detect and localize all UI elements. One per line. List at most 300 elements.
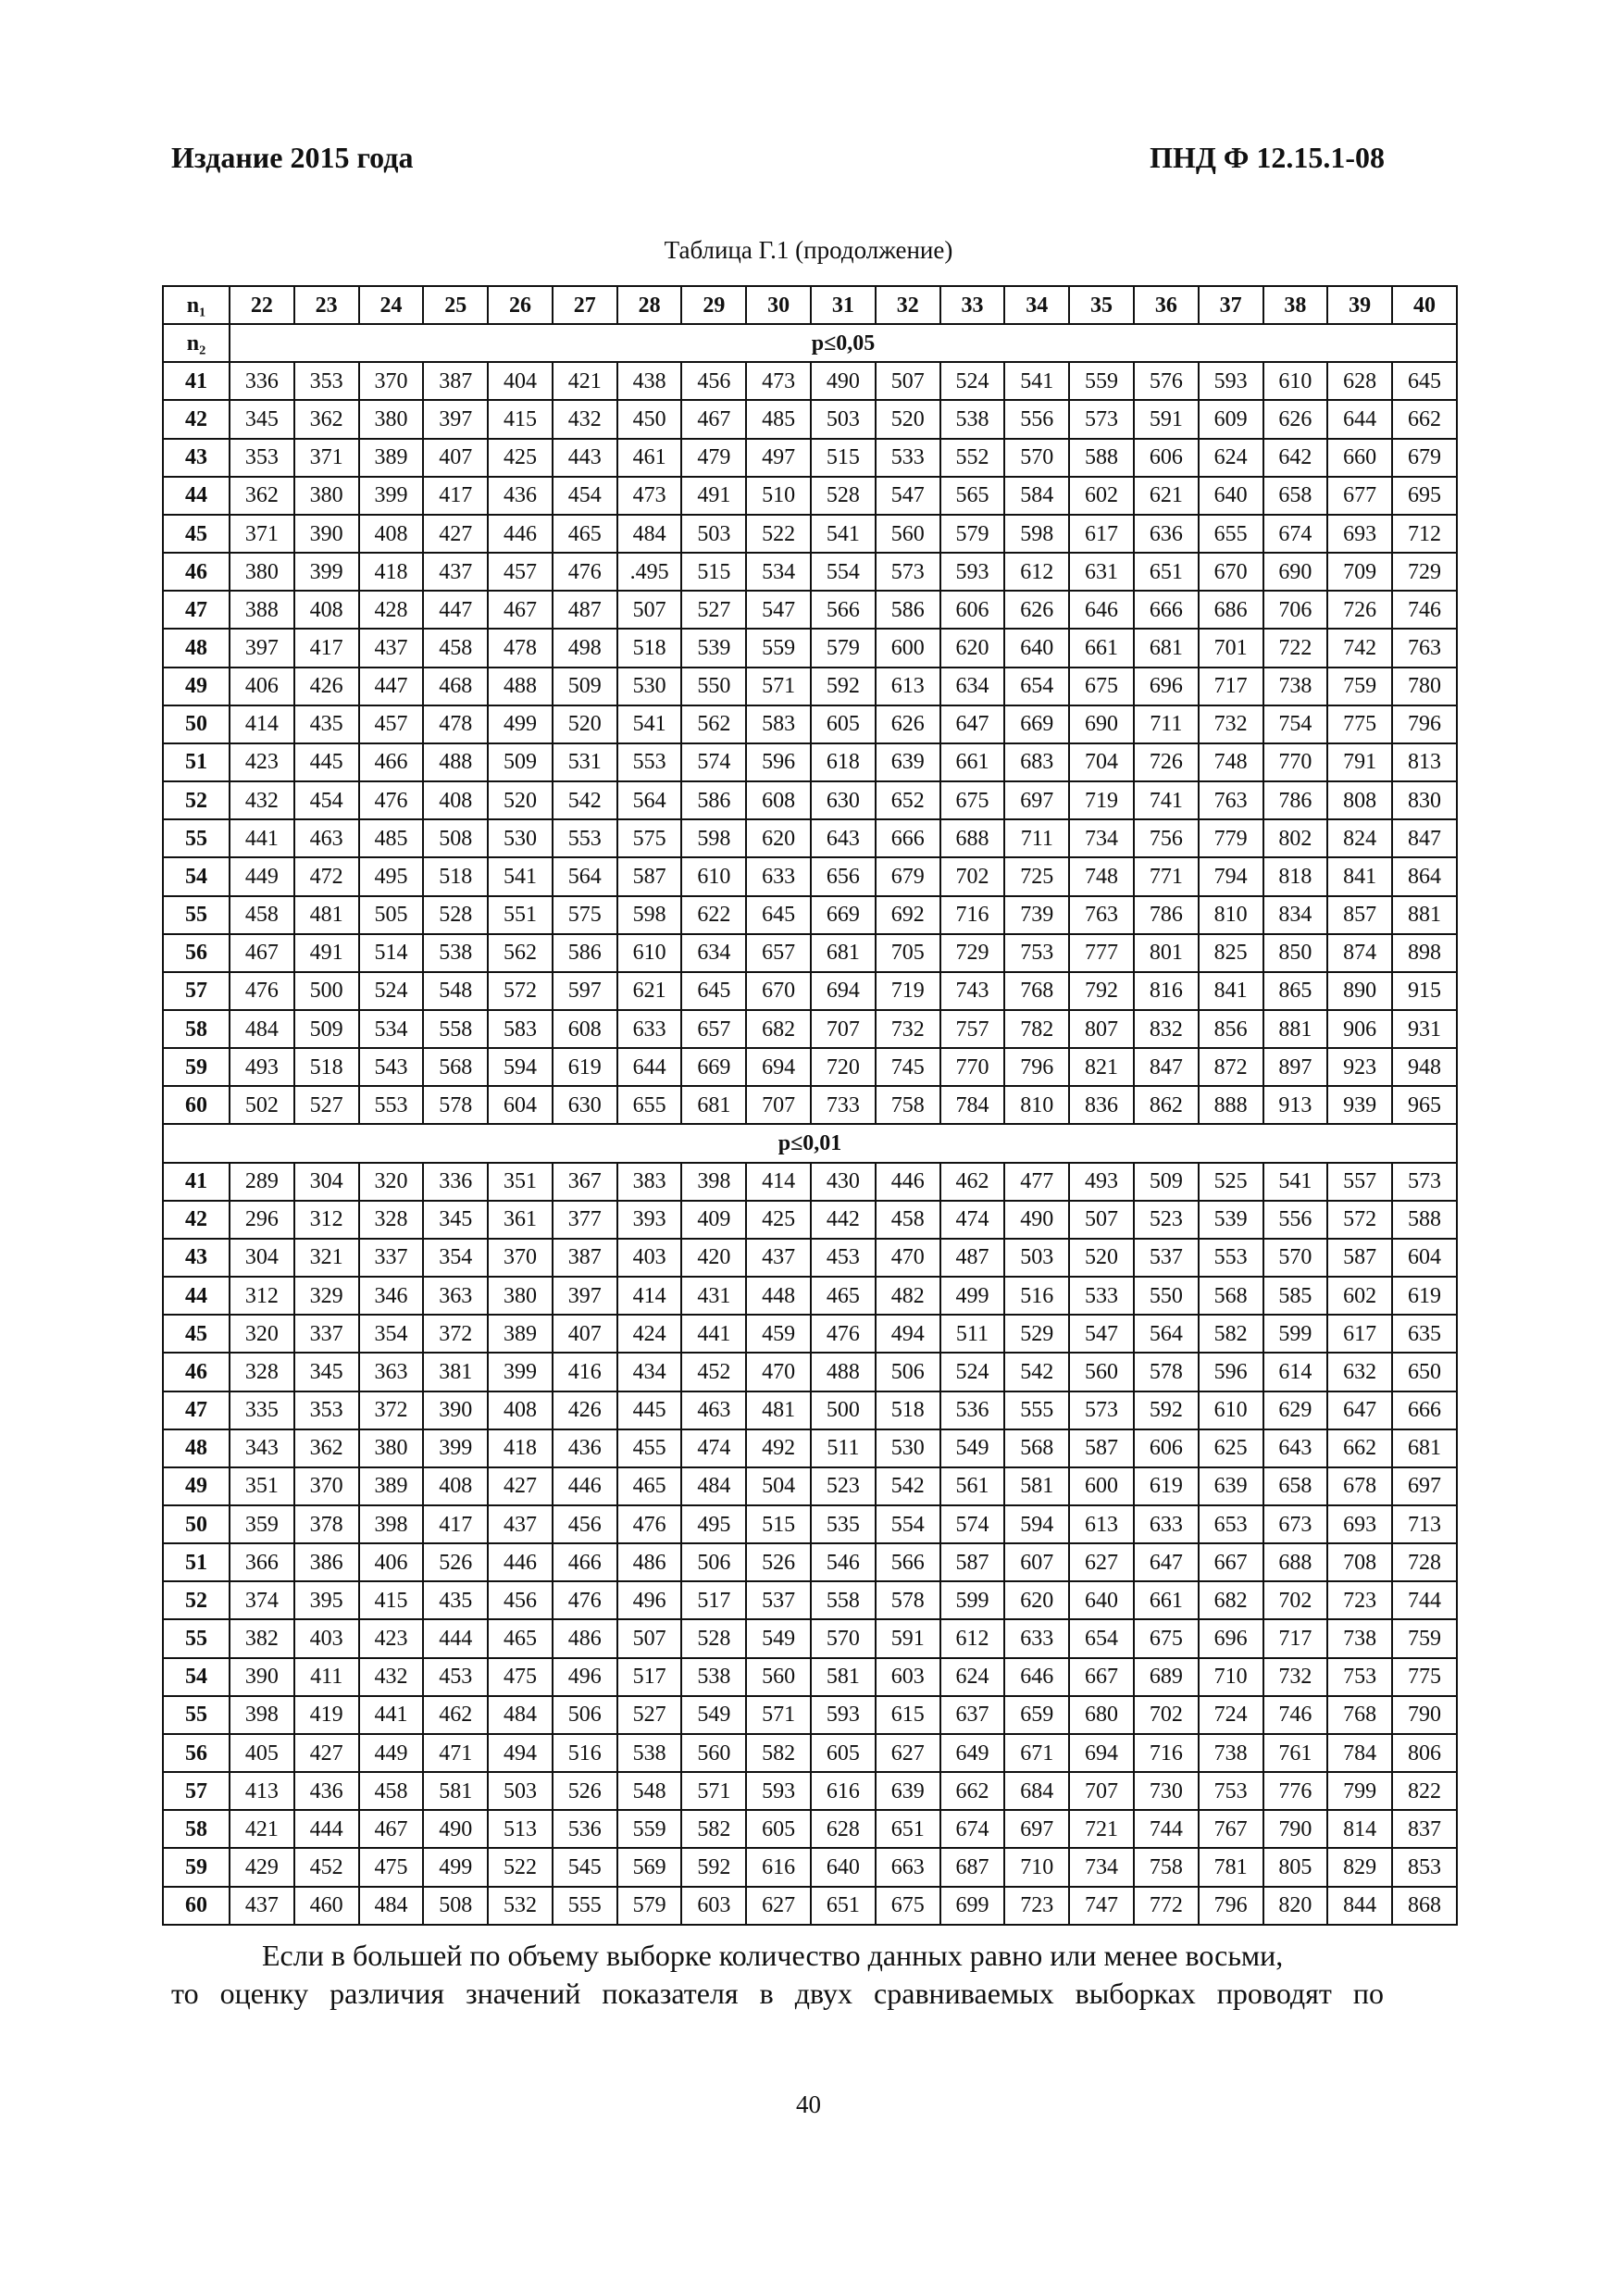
n2-value: 42 [163,400,230,438]
table-cell: 514 [359,934,424,972]
page-number: 40 [796,2090,821,2118]
table-cell: 767 [1199,1810,1263,1848]
table-cell: 494 [876,1315,940,1353]
table-cell: 380 [359,400,424,438]
table-row [163,1658,1457,1696]
table-cell: 458 [876,1201,940,1239]
table-cell: 753 [1327,1658,1392,1696]
table-cell: 574 [940,1505,1005,1543]
table-cell: 600 [876,629,940,667]
table-cell: 786 [1263,781,1328,819]
table-cell: 709 [1327,553,1392,591]
column-header: 33 [940,286,1005,324]
table-cell: 408 [359,515,424,553]
table-cell: 518 [294,1048,359,1086]
table-cell: 463 [294,819,359,857]
table-cell: 682 [1199,1581,1263,1619]
table-cell: 646 [1004,1658,1069,1696]
table-cell: 586 [553,934,617,972]
table-cell: 499 [940,1277,1005,1315]
table-cell: 738 [1263,668,1328,705]
table-row [163,1353,1457,1391]
table-cell: 681 [1392,1429,1457,1467]
table-cell: 639 [876,743,940,781]
table-cell: 612 [1004,553,1069,591]
table-cell: 618 [811,743,876,781]
table-row [163,1277,1457,1315]
table-caption: Таблица Г.1 (продолжение) [664,236,953,264]
table-cell: 397 [230,629,294,667]
table-cell: 721 [1069,1810,1134,1848]
table-cell: 528 [811,477,876,515]
table-cell: 459 [746,1315,811,1353]
table-cell: 781 [1199,1848,1263,1886]
table-cell: 693 [1327,1505,1392,1543]
table-row [163,553,1457,591]
table-cell: 408 [488,1391,553,1429]
table-cell: 602 [1069,477,1134,515]
n2-value: 41 [163,1163,230,1201]
table-cell: 746 [1392,591,1457,629]
table-cell: 619 [1134,1467,1199,1505]
table-cell: 435 [294,705,359,743]
table-cell: 634 [681,934,746,972]
table-cell: 633 [1004,1619,1069,1657]
table-cell: 406 [230,668,294,705]
table-cell: 606 [940,591,1005,629]
table-cell: 753 [1004,934,1069,972]
table-cell: 506 [681,1543,746,1581]
table-cell: 786 [1134,896,1199,934]
column-header: 29 [681,286,746,324]
table-cell: 458 [359,1772,424,1810]
table-cell: 478 [488,629,553,667]
table-cell: 456 [553,1505,617,1543]
table-cell: 881 [1263,1010,1328,1048]
table-cell: 374 [230,1581,294,1619]
table-cell: 390 [423,1391,488,1429]
table-cell: 484 [617,515,682,553]
table-cell: 710 [1004,1848,1069,1886]
table-cell: 688 [1263,1543,1328,1581]
table-cell: 312 [294,1201,359,1239]
n2-value: 48 [163,1429,230,1467]
n2-value: 58 [163,1810,230,1848]
table-cell: 520 [876,400,940,438]
table-row [163,934,1457,972]
table-cell: 351 [230,1467,294,1505]
table-cell: 717 [1263,1619,1328,1657]
table-cell: 345 [294,1353,359,1391]
table-cell: 633 [1134,1505,1199,1543]
table-cell: 761 [1263,1734,1328,1772]
table-row [163,1772,1457,1810]
table-cell: 426 [294,668,359,705]
table-cell: 620 [940,629,1005,667]
n2-value: 51 [163,1543,230,1581]
table-cell: 759 [1327,668,1392,705]
table-cell: 436 [294,1772,359,1810]
table-cell: 581 [1004,1467,1069,1505]
table-row [163,1201,1457,1239]
table-cell: 748 [1199,743,1263,781]
column-header: 24 [359,286,424,324]
table-cell: 404 [488,362,553,400]
table-cell: 449 [359,1734,424,1772]
table-cell: 640 [1004,629,1069,667]
table-cell: 445 [294,743,359,781]
table-cell: 377 [553,1201,617,1239]
table-cell: 923 [1327,1048,1392,1086]
table-cell: 482 [876,1277,940,1315]
table-cell: 389 [359,439,424,477]
table-cell: 474 [940,1201,1005,1239]
table-cell: 523 [1134,1201,1199,1239]
table-cell: 495 [359,857,424,895]
table-cell: 647 [1134,1543,1199,1581]
table-cell: 569 [617,1848,682,1886]
table-cell: 477 [1004,1163,1069,1201]
table-cell: 558 [423,1010,488,1048]
table-cell: 436 [553,1429,617,1467]
table-cell: 782 [1004,1010,1069,1048]
table-cell: 626 [1004,591,1069,629]
table-cell: 730 [1134,1772,1199,1810]
table-cell: 726 [1327,591,1392,629]
table-cell: 524 [940,362,1005,400]
table-cell: 466 [359,743,424,781]
table-cell: 738 [1327,1619,1392,1657]
table-cell: 488 [488,668,553,705]
table-cell: 558 [811,1581,876,1619]
table-cell: 491 [294,934,359,972]
table-cell: 437 [488,1505,553,1543]
table-cell: 713 [1392,1505,1457,1543]
table-cell: 729 [1392,553,1457,591]
table-cell: 438 [617,362,682,400]
table-cell: 683 [1004,743,1069,781]
column-header: 37 [1199,286,1263,324]
table-cell: 456 [681,362,746,400]
table-cell: 549 [940,1429,1005,1467]
table-cell: 390 [230,1658,294,1696]
table-cell: 841 [1199,972,1263,1010]
table-cell: 699 [940,1887,1005,1925]
table-cell: 418 [488,1429,553,1467]
table-cell: 696 [1199,1619,1263,1657]
table-row [163,705,1457,743]
table-row [163,629,1457,667]
table-cell: 490 [811,362,876,400]
table-cell: 566 [811,591,876,629]
table-row [163,1315,1457,1353]
table-cell: 624 [940,1658,1005,1696]
table-cell: 485 [746,400,811,438]
table-cell: 542 [1004,1353,1069,1391]
table-cell: 528 [423,896,488,934]
table-cell: 508 [423,1887,488,1925]
table-body [163,286,1457,1925]
n2-value: 44 [163,1277,230,1315]
table-cell: 802 [1263,819,1328,857]
table-cell: 553 [553,819,617,857]
table-cell: 574 [681,743,746,781]
table-row [163,515,1457,553]
table-cell: 599 [1263,1315,1328,1353]
table-cell: 437 [746,1239,811,1277]
table-cell: 484 [488,1696,553,1734]
table-cell: 850 [1263,934,1328,972]
table-cell: 418 [359,553,424,591]
table-cell: 488 [423,743,488,781]
table-cell: 460 [294,1887,359,1925]
table-cell: 484 [359,1887,424,1925]
table-cell: 387 [423,362,488,400]
table-cell: 491 [681,477,746,515]
table-cell: 794 [1199,857,1263,895]
table-cell: 758 [1134,1848,1199,1886]
table-cell: 399 [294,553,359,591]
table-cell: 542 [553,781,617,819]
table-cell: 697 [1004,1810,1069,1848]
table-cell: 467 [230,934,294,972]
table-cell: 571 [746,1696,811,1734]
table-cell: 847 [1392,819,1457,857]
table-cell: 841 [1327,857,1392,895]
table-cell: 550 [681,668,746,705]
table-row [163,1810,1457,1848]
paragraph-line-2: то оценку различия значений показателя в двух сравниваемых выборках проводят по [171,1977,1384,2010]
table-row [163,477,1457,515]
table-cell: 345 [423,1201,488,1239]
table-cell: 806 [1392,1734,1457,1772]
table-cell: 621 [1134,477,1199,515]
table-cell: 666 [1392,1391,1457,1429]
table-cell: 647 [940,705,1005,743]
table-cell: 583 [746,705,811,743]
table-cell: 906 [1327,1010,1392,1048]
table-cell: 526 [553,1772,617,1810]
table-cell: 768 [1004,972,1069,1010]
table-cell: 518 [876,1391,940,1429]
table-cell: 568 [423,1048,488,1086]
table-cell: 414 [617,1277,682,1315]
table-cell: 416 [553,1353,617,1391]
table-cell: 606 [1134,439,1199,477]
table-cell: 370 [294,1467,359,1505]
table-cell: 503 [811,400,876,438]
table-cell: 742 [1327,629,1392,667]
table-cell: 628 [811,1810,876,1848]
table-cell: 657 [746,934,811,972]
table-cell: 417 [294,629,359,667]
table-cell: 486 [553,1619,617,1657]
table-cell: 847 [1134,1048,1199,1086]
table-cell: 441 [230,819,294,857]
table-cell: 822 [1392,1772,1457,1810]
table-cell: 613 [876,668,940,705]
table-cell: 592 [681,1848,746,1886]
table-cell: 511 [940,1315,1005,1353]
table-cell: 380 [359,1429,424,1467]
table-cell: 431 [681,1277,746,1315]
table-cell: 443 [553,439,617,477]
table-cell: 336 [423,1163,488,1201]
table-cell: 351 [488,1163,553,1201]
column-header: 40 [1392,286,1457,324]
table-cell: 564 [1134,1315,1199,1353]
n2-value: 54 [163,1658,230,1696]
table-cell: 527 [681,591,746,629]
n2-value: 50 [163,705,230,743]
table-cell: 865 [1263,972,1328,1010]
table-cell: 372 [423,1315,488,1353]
table-cell: 427 [423,515,488,553]
table-cell: 454 [294,781,359,819]
table-cell: 738 [1199,1734,1263,1772]
table-cell: 670 [746,972,811,1010]
table-cell: 732 [876,1010,940,1048]
table-cell: 429 [230,1848,294,1886]
table-cell: 487 [940,1239,1005,1277]
n1-header-row [163,286,1457,324]
table-cell: 754 [1263,705,1328,743]
table-row [163,857,1457,895]
table-cell: 552 [940,439,1005,477]
table-cell: 808 [1327,781,1392,819]
table-cell: 444 [423,1619,488,1657]
table-row [163,1581,1457,1619]
table-cell: 475 [359,1848,424,1886]
n1-label: n₁ [163,286,230,324]
table-cell: 732 [1199,705,1263,743]
table-cell: 669 [811,896,876,934]
table-cell: 473 [617,477,682,515]
table-cell: 719 [876,972,940,1010]
table-cell: 744 [1134,1810,1199,1848]
table-cell: 417 [423,477,488,515]
table-cell: 675 [940,781,1005,819]
table-cell: 367 [553,1163,617,1201]
table-cell: 495 [681,1505,746,1543]
table-cell: 472 [294,857,359,895]
table-cell: 507 [617,591,682,629]
table-cell: 610 [1263,362,1328,400]
table-row [163,439,1457,477]
table-cell: 692 [876,896,940,934]
n2-value: 56 [163,1734,230,1772]
table-cell: 578 [423,1086,488,1124]
table-cell: 432 [553,400,617,438]
n2-value: 56 [163,934,230,972]
table-cell: 371 [294,439,359,477]
table-cell: 536 [553,1810,617,1848]
table-cell: 548 [617,1772,682,1810]
table-cell: 550 [1134,1277,1199,1315]
table-cell: 608 [746,781,811,819]
table-cell: 620 [746,819,811,857]
table-cell: 807 [1069,1010,1134,1048]
table-row [163,1505,1457,1543]
table-cell: 801 [1134,934,1199,972]
table-cell: 694 [1069,1734,1134,1772]
table-cell: 570 [811,1619,876,1657]
table-cell: 576 [1134,362,1199,400]
table-cell: 674 [1263,515,1328,553]
table-cell: 515 [681,553,746,591]
column-header: 32 [876,286,940,324]
table-cell: 446 [488,1543,553,1581]
table-cell: 622 [681,896,746,934]
table-cell: 655 [617,1086,682,1124]
n2-value: 48 [163,629,230,667]
table-cell: 532 [488,1887,553,1925]
n2-value: 55 [163,819,230,857]
table-cell: 547 [746,591,811,629]
table-cell: 516 [553,1734,617,1772]
table-cell: 516 [1004,1277,1069,1315]
n2-value: 52 [163,781,230,819]
table-cell: 681 [681,1086,746,1124]
table-cell: 380 [294,477,359,515]
table-cell: 548 [423,972,488,1010]
table-cell: 711 [1004,819,1069,857]
table-cell: 679 [1392,439,1457,477]
table-cell: 687 [940,1848,1005,1886]
table-cell: 775 [1327,705,1392,743]
column-header: 23 [294,286,359,324]
table-cell: 617 [1069,515,1134,553]
table-cell: 492 [746,1429,811,1467]
table-cell: 657 [681,1010,746,1048]
table-cell: 561 [940,1467,1005,1505]
n2-value: 45 [163,515,230,553]
table-cell: 707 [1069,1772,1134,1810]
n2-value: 44 [163,477,230,515]
table-cell: 719 [1069,781,1134,819]
table-cell: 536 [940,1391,1005,1429]
table-cell: 824 [1327,819,1392,857]
table-cell: 506 [553,1696,617,1734]
table-cell: 461 [617,439,682,477]
table-cell: 560 [876,515,940,553]
table-cell: 651 [1134,553,1199,591]
table-cell: 690 [1069,705,1134,743]
table-cell: 476 [617,1505,682,1543]
table-cell: 814 [1327,1810,1392,1848]
table-cell: 476 [359,781,424,819]
table-cell: 609 [1199,400,1263,438]
table-cell: 669 [681,1048,746,1086]
table-cell: 535 [811,1505,876,1543]
table-cell: 538 [940,400,1005,438]
table-cell: 487 [553,591,617,629]
table-cell: 530 [876,1429,940,1467]
table-cell: 448 [746,1277,811,1315]
table-cell: 343 [230,1429,294,1467]
table-cell: 387 [553,1239,617,1277]
table-cell: 621 [617,972,682,1010]
table-row [163,1734,1457,1772]
table-cell: 503 [1004,1239,1069,1277]
table-cell: 503 [488,1772,553,1810]
table-cell: 834 [1263,896,1328,934]
table-cell: 458 [423,629,488,667]
table-cell: 533 [1069,1277,1134,1315]
table-cell: 320 [230,1315,294,1353]
table-cell: 643 [811,819,876,857]
table-cell: 890 [1327,972,1392,1010]
